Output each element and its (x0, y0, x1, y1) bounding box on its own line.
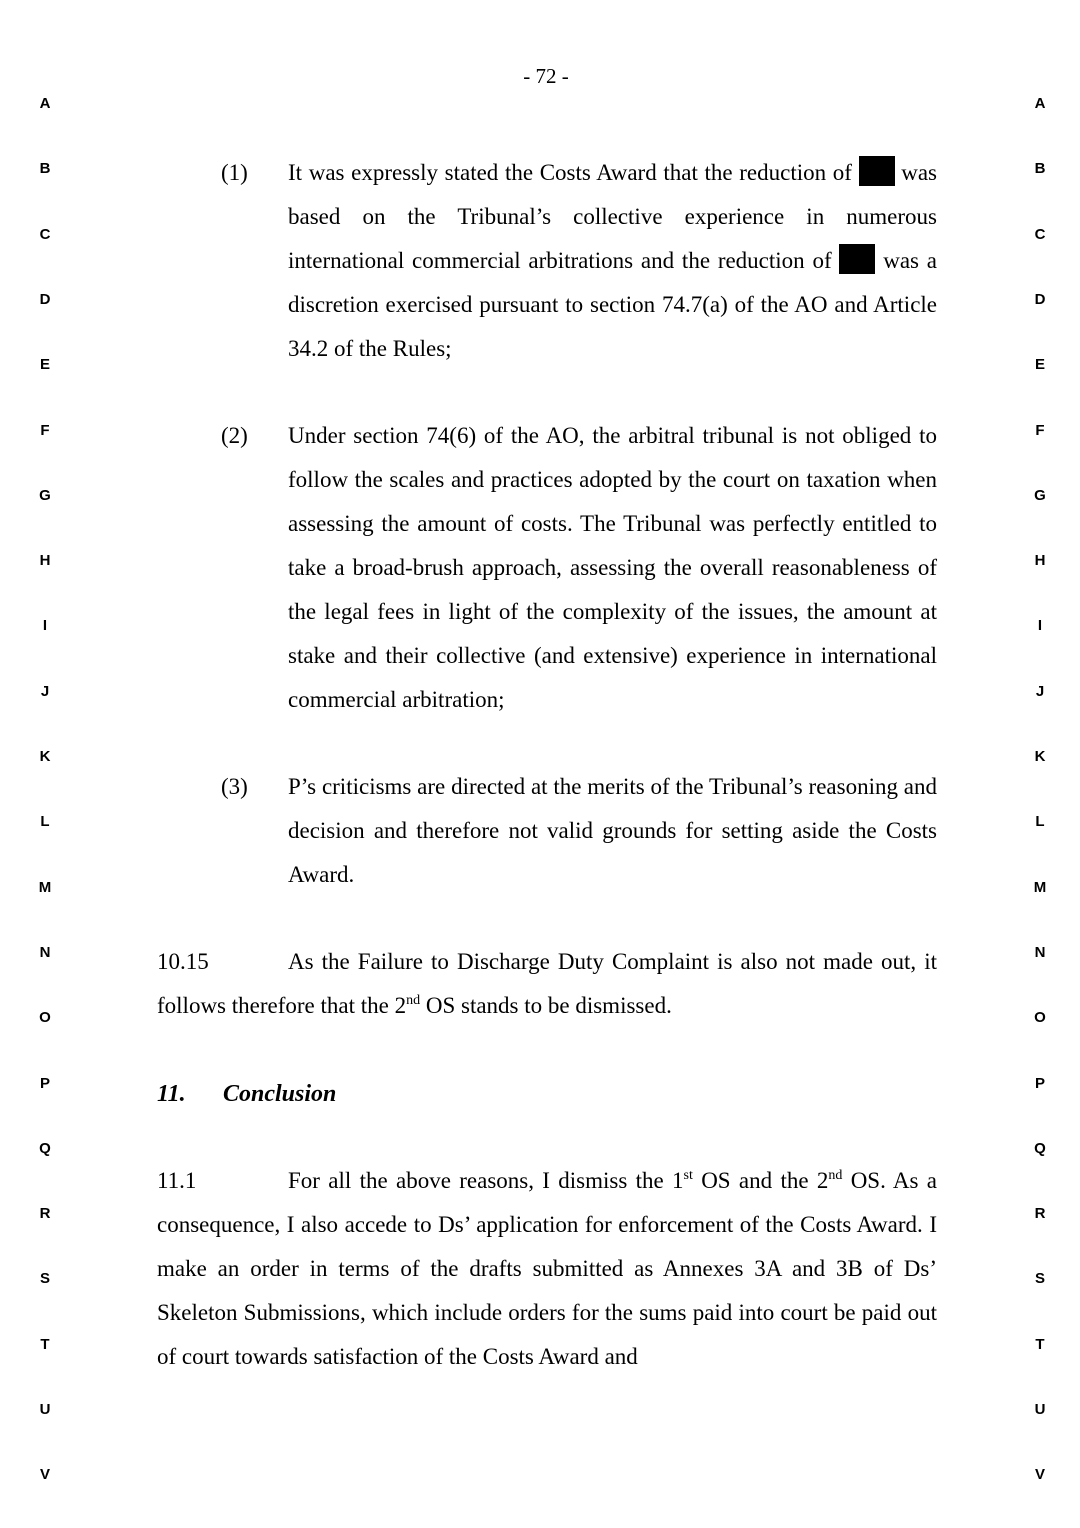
margin-letter-u: U (39, 1401, 51, 1418)
margin-letter-o: O (1034, 1009, 1046, 1027)
paragraph-text: OS. As a consequence, I also accede to Ds’ application for enforcement of the Costs Award. I make an order in terms of the drafts submitted as Annexes 3A and 3B of Ds’ Skeleton Submissions, which include orders for the sums paid into court be paid out of court towards satisfaction of the Costs Award and (157, 1168, 937, 1369)
margin-letter-v: V (1034, 1466, 1045, 1484)
margin-letter-j: J (40, 682, 50, 700)
margin-letter-m: M (38, 878, 52, 896)
margin-letter-n: N (1034, 943, 1046, 961)
margin-letter-t: T (40, 1335, 50, 1353)
margin-letter-i: I (42, 617, 48, 635)
paragraph-text: As the Failure to Discharge Duty Complaint is also not made out, it follows therefore that the 2 (157, 949, 937, 1018)
paragraph-number: 11.1 (157, 1168, 197, 1193)
margin-letter-f: F (1035, 421, 1045, 439)
right-margin-letters (1022, 0, 1062, 1528)
superscript: st (683, 1168, 693, 1183)
margin-letter-h: H (1034, 552, 1046, 570)
margin-letter-e: E (1034, 356, 1045, 374)
list-item-text-part: was based on the Tribunal’s collective experience in numerous international commercial arbitrations and the reduction of (288, 160, 938, 273)
margin-letter-k: K (39, 748, 51, 765)
margin-letter-r: R (1034, 1205, 1046, 1223)
margin-letter-l: L (1035, 813, 1045, 831)
margin-letter-p: P (39, 1074, 50, 1092)
page-number: - 72 - (523, 64, 569, 88)
left-margin-letters (27, 0, 67, 1528)
paragraph-11-1 (157, 1159, 937, 1379)
paragraph-text: OS and the 2 (692, 1168, 829, 1193)
superscript: nd (828, 1168, 843, 1183)
list-item-1 (157, 151, 937, 371)
list-item-2 (157, 414, 937, 722)
margin-letter-u: U (1034, 1401, 1046, 1418)
list-item-text-part: was a discretion exercised pursuant to section 74.7(a) of the AO and Article 34.2 of the Rules; (288, 248, 938, 361)
superscript: nd (406, 993, 421, 1008)
list-item-text: Under section 74(6) of the AO, the arbitral tribunal is not obliged to follow the scales and practices adopted by the court on taxation when assessing the amount of costs. The Tribunal was perfectly entitled to take a broad-brush approach, assessing the overall reasonableness of the legal fees in light of the complexity of the issues, the amount at stake and their collective (and extensive) experience in international commercial arbitration; (288, 423, 937, 712)
margin-letter-t: T (1035, 1335, 1045, 1353)
paragraph-text: OS stands to be dismissed. (420, 993, 672, 1018)
redaction-box (839, 244, 875, 274)
paragraph-10-15 (157, 940, 937, 1028)
margin-letter-j: J (1035, 682, 1045, 700)
list-item-3 (157, 765, 937, 897)
margin-letter-h: H (39, 552, 51, 570)
margin-letter-a: A (39, 95, 51, 112)
list-item-number: (3) (221, 774, 248, 799)
margin-letter-q: Q (39, 1139, 51, 1157)
margin-letter-n: N (39, 943, 51, 961)
margin-letter-v: V (39, 1466, 50, 1484)
margin-letter-b: B (39, 160, 51, 178)
paragraph-number: 10.15 (157, 949, 209, 974)
margin-letter-d: D (39, 290, 51, 308)
paragraph-text: For all the above reasons, I dismiss the 1 (288, 1168, 684, 1193)
margin-letter-s: S (1034, 1270, 1045, 1288)
margin-letter-r: R (39, 1205, 51, 1223)
margin-letter-f: F (40, 421, 50, 439)
section-heading (157, 1072, 336, 1116)
margin-letter-e: E (39, 356, 50, 374)
list-item-text (288, 151, 937, 371)
margin-letter-c: C (1034, 225, 1046, 243)
list-item-number: (2) (221, 423, 248, 448)
margin-letter-o: O (39, 1009, 51, 1027)
redaction-box (859, 156, 895, 186)
margin-letter-p: P (1034, 1074, 1045, 1092)
margin-letter-c: C (39, 225, 51, 243)
margin-letter-s: S (39, 1270, 50, 1288)
margin-letter-g: G (1034, 486, 1046, 504)
margin-letter-g: G (39, 486, 51, 504)
margin-letter-b: B (1034, 160, 1046, 178)
list-item-text-part: It was expressly stated the Costs Award that the reduction of (288, 160, 852, 185)
margin-letter-i: I (1037, 617, 1043, 635)
margin-letter-d: D (1034, 290, 1046, 308)
section-heading-number: 11. (157, 1081, 186, 1107)
margin-letter-a: A (1034, 95, 1046, 112)
margin-letter-q: Q (1034, 1139, 1046, 1157)
margin-letter-l: L (40, 813, 50, 831)
margin-letter-m: M (1033, 878, 1047, 896)
list-item-text: P’s criticisms are directed at the merits of the Tribunal’s reasoning and decision and therefore not valid grounds for setting aside the Costs Award. (288, 774, 937, 887)
section-heading-title: Conclusion (223, 1081, 337, 1107)
list-item-number: (1) (221, 160, 248, 185)
margin-letter-k: K (1034, 748, 1046, 765)
